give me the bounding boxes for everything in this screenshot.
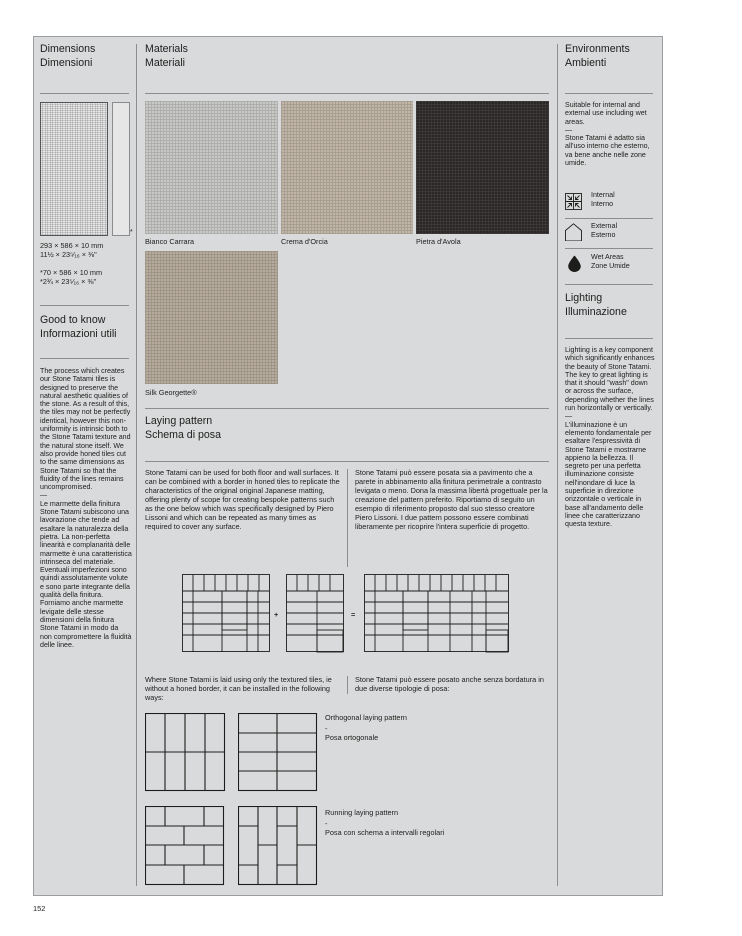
materials-heading bbox=[145, 43, 445, 70]
environment-internal bbox=[565, 191, 653, 213]
combined-pattern-diagram bbox=[182, 574, 512, 654]
environment-wet-areas bbox=[565, 253, 653, 275]
external-label bbox=[591, 222, 617, 240]
plus-sign: + bbox=[274, 610, 279, 619]
environments-text bbox=[565, 101, 655, 167]
divider bbox=[40, 305, 129, 306]
swatch-pietra-davola bbox=[416, 101, 549, 234]
swatch-crema-dorcia bbox=[281, 101, 413, 234]
divider bbox=[565, 338, 653, 339]
laying-title-en: Laying pattern bbox=[145, 415, 213, 427]
lighting-text-it: L'illuminazione è un elemento fondamentale per esaltare l'espressività di Stone Tatami e mostrarne appieno la bellezza. Il segreto per una perfetta illuminazione consiste nell'inondare di luce la superficie in direzione orizzontale o verticale in base all'andamento delle linee che caratterizzano questa texture. bbox=[565, 420, 652, 529]
swatch-label-bianco-carrara: Bianco Carrara bbox=[145, 237, 195, 246]
tile-narrow-diagram bbox=[112, 102, 130, 236]
equals-sign: = bbox=[351, 610, 356, 619]
good-to-know-title-it: Informazioni utili bbox=[40, 327, 117, 340]
dash: - bbox=[325, 819, 328, 828]
dimensions-title-en: Dimensions bbox=[40, 43, 96, 55]
good-to-know-text-it: Le marmette della finitura Stone Tatami subiscono una lavorazione che tende ad esaltare la naturalezza della pietra. La non-perfetta linearità e complanarità delle marmette è una caratteristica intrinseca del materiale. Eventuali imperfezioni sono quindi assolutamente volute e sono parte integrante della qualità della finitura. Forniamo anche marmette levigate delle stesse dimensioni della finitura Stone Tatami in modo da non compromettere la fluidità delle linee. bbox=[40, 499, 132, 649]
internal-label-it: Interno bbox=[591, 200, 614, 208]
divider bbox=[565, 93, 653, 94]
good-to-know-title-en: Good to know bbox=[40, 314, 106, 326]
orthogonal-label bbox=[325, 713, 525, 742]
text-divider bbox=[347, 469, 348, 567]
laying-border-en: Where Stone Tatami is laid using only the textured tiles, ie without a honed border, it can be installed in the following ways: bbox=[145, 675, 332, 702]
orthogonal-pattern-horizontal bbox=[238, 713, 318, 792]
dimensions-values bbox=[40, 241, 135, 286]
divider bbox=[145, 461, 549, 462]
materials-title-en: Materials bbox=[145, 43, 188, 55]
text-divider bbox=[347, 676, 348, 694]
divider bbox=[565, 284, 653, 285]
good-to-know-heading bbox=[40, 314, 135, 341]
external-label-it: Esterno bbox=[591, 231, 616, 239]
swatch-label-pietra-davola: Pietra d'Avola bbox=[416, 237, 461, 246]
size2-imperial: *2¾ × 23⁵⁄₁₆ × ⅜" bbox=[40, 277, 97, 286]
lighting-title-en: Lighting bbox=[565, 292, 603, 304]
environments-text-it: Stone Tatami è adatto sia all'uso interno che esterno, va bene anche nelle zone umide. bbox=[565, 134, 650, 168]
lighting-title-it: Illuminazione bbox=[565, 305, 627, 318]
dimensions-heading bbox=[40, 43, 132, 70]
size1-metric: 293 × 586 × 10 mm bbox=[40, 241, 104, 250]
swatch-label-crema-dorcia: Crema d'Orcia bbox=[281, 237, 328, 246]
internal-label bbox=[591, 191, 615, 209]
dash: - bbox=[325, 724, 328, 733]
divider bbox=[40, 358, 129, 359]
lighting-text-en: Lighting is a key component which significantly enhances the beauty of Stone Tatami. The key to great lighting is that it should "wash" down or across the surface, depending whether the lines run horizontally or vertically. bbox=[565, 346, 655, 413]
laying-border-it: Stone Tatami può essere posato anche senza bordatura in due diverse tipologie di posa: bbox=[355, 675, 544, 693]
environments-text-en: Suitable for internal and external use including wet areas. bbox=[565, 101, 647, 126]
swatch-silk-georgette bbox=[145, 251, 278, 384]
wet-areas-label bbox=[591, 253, 630, 271]
running-label-it: Posa con schema a intervalli regolari bbox=[325, 828, 445, 837]
swatch-bianco-carrara bbox=[145, 101, 278, 234]
size2-metric: *70 × 586 × 10 mm bbox=[40, 268, 103, 277]
page-number: 152 bbox=[33, 904, 46, 913]
divider bbox=[565, 248, 653, 249]
external-icon bbox=[565, 222, 582, 241]
wet-areas-icon bbox=[566, 255, 583, 272]
narrow-tile-asterisk: * bbox=[130, 228, 133, 236]
separator: — bbox=[565, 412, 573, 421]
materials-title-it: Materiali bbox=[145, 56, 186, 69]
environments-title-en: Environments bbox=[565, 43, 630, 55]
running-label-en: Running laying pattern bbox=[325, 808, 399, 817]
running-pattern-vertical bbox=[238, 806, 318, 886]
column-divider bbox=[136, 44, 137, 886]
wet-areas-label-it: Zone Umide bbox=[591, 262, 630, 270]
running-label bbox=[325, 808, 525, 837]
internal-icon bbox=[565, 193, 582, 210]
wet-areas-label-en: Wet Areas bbox=[591, 253, 624, 261]
good-to-know-text-en: The process which creates our Stone Tatami tiles is designed to preserve the natural aesthetic qualities of the stone. As a result of this, the tiles may not be perfectly identical, however this non-uniformity is intrinsic both to the Stone Tatami texture and the natural stone itself. We also provide honed tiles cut to the same dimensions as Stone Tatami so that the fluidity of the lines remains uncompromised. bbox=[40, 367, 131, 492]
swatch-label-silk-georgette: Silk Georgette® bbox=[145, 388, 197, 397]
divider bbox=[40, 93, 129, 94]
environments-title-it: Ambienti bbox=[565, 56, 607, 69]
external-label-en: External bbox=[591, 222, 618, 230]
lighting-text bbox=[565, 346, 655, 529]
separator: — bbox=[40, 491, 48, 500]
column-divider bbox=[557, 44, 558, 886]
laying-heading bbox=[145, 415, 445, 442]
lighting-heading bbox=[565, 292, 655, 319]
orthogonal-pattern-vertical bbox=[145, 713, 226, 792]
separator: — bbox=[565, 125, 573, 134]
internal-label-en: Internal bbox=[591, 191, 615, 199]
laying-intro-en: Stone Tatami can be used for both floor and wall surfaces. It can be combined with a border in honed tiles to replicate the characteristics of the original original Japanese matting, offering plenty of scope for creating bespoke patterns such as the one below which was specifically designed by Piero Lissoni and which can be repeated as many times as required to cover any surface. bbox=[145, 468, 340, 531]
orthogonal-label-it: Posa ortogonale bbox=[325, 733, 379, 742]
dimensions-title-it: Dimensioni bbox=[40, 56, 93, 69]
divider bbox=[145, 93, 549, 94]
size1-imperial: 11½ × 23⁵⁄₁₆ × ⅜" bbox=[40, 250, 97, 259]
divider bbox=[565, 218, 653, 219]
good-to-know-text bbox=[40, 367, 132, 649]
orthogonal-label-en: Orthogonal laying pattern bbox=[325, 713, 407, 722]
environment-external bbox=[565, 222, 653, 244]
divider bbox=[145, 408, 549, 409]
laying-intro-it: Stone Tatami può essere posata sia a pavimento che a parete in abbinamento alla finitura perimetrale a contrasto levigata o meno. Dona la massima libertà progettuale per la creazione del pattern preferito. Riportiamo di seguito un esempio di riferimento proposto dal suo stesso creatore Piero Lissoni. I due pattern possono essere combinati liberamente per ricoprire l'intera superficie di progetto. bbox=[355, 468, 548, 531]
running-pattern-horizontal bbox=[145, 806, 225, 886]
tile-large-diagram bbox=[40, 102, 108, 236]
laying-title-it: Schema di posa bbox=[145, 428, 221, 441]
environments-heading bbox=[565, 43, 655, 70]
